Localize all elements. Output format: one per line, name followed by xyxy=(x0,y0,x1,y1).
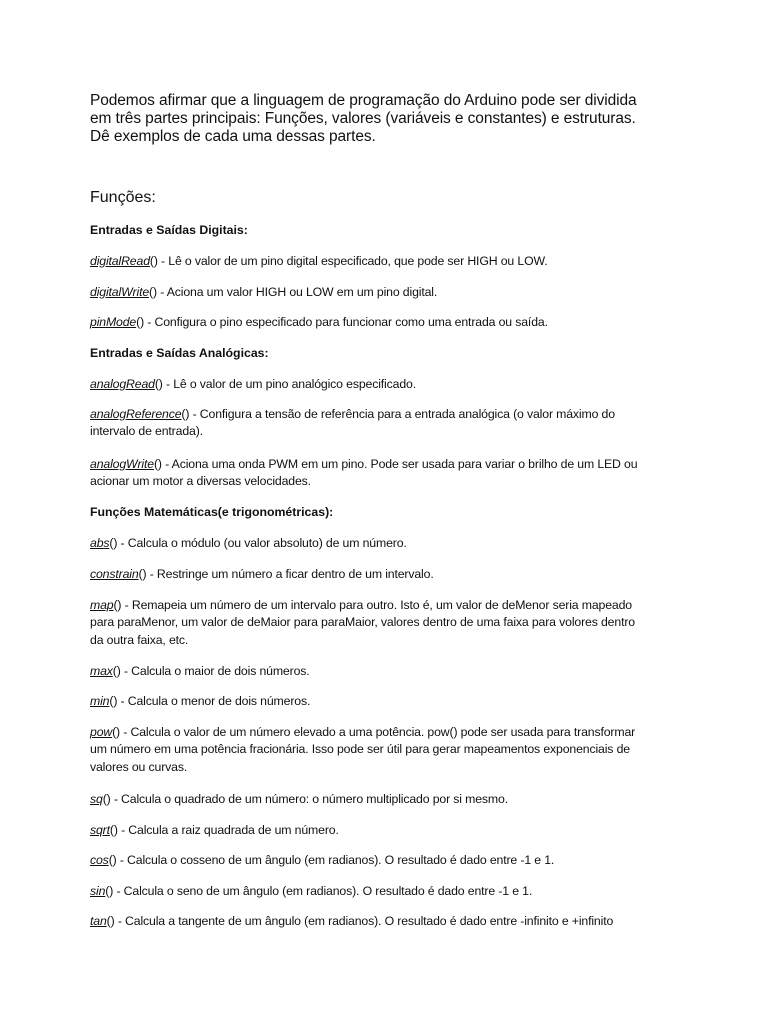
question-line: Podemos afirmar que a linguagem de programação do Arduino pode ser dividida xyxy=(90,92,637,109)
function-description: () - Aciona um valor HIGH ou LOW em um pino digital. xyxy=(149,285,438,299)
function-description: valores ou curvas. xyxy=(90,759,188,774)
function-link-abs[interactable]: abs xyxy=(90,536,110,550)
function-description: () - Calcula a tangente de um ângulo (em radianos). O resultado é dado entre -infinito e +infinito xyxy=(106,914,614,928)
function-entry-pinmode xyxy=(90,314,680,331)
function-link-sqrt[interactable]: sqrt xyxy=(90,823,110,837)
function-link-min[interactable]: min xyxy=(90,694,110,708)
function-entry-sq xyxy=(90,791,680,808)
function-entry-digitalwrite xyxy=(90,284,680,301)
function-description: acionar um motor a diversas velocidades. xyxy=(90,474,311,489)
function-link-pow[interactable]: pow xyxy=(90,725,113,739)
question-line: Dê exemplos de cada uma dessas partes. xyxy=(90,128,376,145)
function-description: () - Restringe um número a ficar dentro de um intervalo. xyxy=(138,567,434,581)
function-entry-analogread xyxy=(90,376,680,393)
function-description: () - Configura o pino especificado para funcionar como uma entrada ou saída. xyxy=(136,315,548,329)
function-link-tan[interactable]: tan xyxy=(90,914,107,928)
function-link-analogwrite[interactable]: analogWrite xyxy=(90,457,154,471)
function-entry-constrain xyxy=(90,566,680,583)
function-link-max[interactable]: max xyxy=(90,664,113,678)
function-description: da outra faixa, etc. xyxy=(90,632,189,647)
function-link-constrain[interactable]: constrain xyxy=(90,567,139,581)
function-description: () - Calcula o seno de um ângulo (em radianos). O resultado é dado entre -1 e 1. xyxy=(105,884,533,898)
function-link-analogreference[interactable]: analogReference xyxy=(90,407,182,421)
function-description: () - Calcula o valor de um número elevado a uma potência. pow() pode ser usada para transformar xyxy=(112,725,636,739)
function-link-analogread[interactable]: analogRead xyxy=(90,377,155,391)
function-entry-analogwrite xyxy=(90,456,680,491)
function-entry-min xyxy=(90,693,680,710)
function-description: () - Configura a tensão de referência para a entrada analógica (o valor máximo do xyxy=(181,407,615,421)
function-description: () - Calcula o módulo (ou valor absoluto) de um número. xyxy=(109,536,407,550)
function-description: () - Calcula o cosseno de um ângulo (em radianos). O resultado é dado entre -1 e 1. xyxy=(108,853,555,867)
function-entry-max xyxy=(90,663,680,680)
function-entry-digitalread xyxy=(90,253,680,270)
function-entry-map xyxy=(90,597,680,649)
function-description: () - Lê o valor de um pino analógico especificado. xyxy=(154,377,416,391)
function-description: () - Calcula o quadrado de um número: o número multiplicado por si mesmo. xyxy=(102,792,508,806)
function-description: () - Lê o valor de um pino digital especificado, que pode ser HIGH ou LOW. xyxy=(149,254,548,268)
function-entry-abs xyxy=(90,535,680,552)
subheading-analog-io: Entradas e Saídas Analógicas: xyxy=(90,346,269,360)
function-description: () - Calcula o maior de dois números. xyxy=(112,664,310,678)
function-description: para paraMenor, um valor de deMaior para paraMaior, valores dentro de uma faixa para volores dentro xyxy=(90,615,635,630)
function-link-sq[interactable]: sq xyxy=(90,792,103,806)
function-entry-tan xyxy=(90,913,680,930)
function-description: intervalo de entrada). xyxy=(90,424,203,439)
question-line: em três partes principais: Funções, valores (variáveis e constantes) e estruturas. xyxy=(90,110,636,127)
function-link-pinmode[interactable]: pinMode xyxy=(90,315,137,329)
function-entry-sqrt xyxy=(90,822,680,839)
function-entry-sin xyxy=(90,883,680,900)
function-link-digitalread[interactable]: digitalRead xyxy=(90,254,150,268)
function-description: () - Calcula a raiz quadrada de um número. xyxy=(109,823,339,837)
function-entry-cos xyxy=(90,852,680,869)
function-link-sin[interactable]: sin xyxy=(90,884,106,898)
function-link-cos[interactable]: cos xyxy=(90,853,109,867)
subheading-math: Funções Matemáticas(e trigonométricas): xyxy=(90,505,334,519)
function-description: () - Remapeia um número de um intervalo para outro. Isto é, um valor de deMenor seria mapeado xyxy=(113,598,632,612)
function-description: um número em uma potência fracionária. Isso pode ser útil para gerar mapeamentos exponenciais de xyxy=(90,742,630,757)
function-link-map[interactable]: map xyxy=(90,598,114,612)
question-paragraph xyxy=(90,92,690,146)
function-description: () - Calcula o menor de dois números. xyxy=(109,694,311,708)
section-title-funcoes: Funções: xyxy=(90,189,156,206)
function-entry-analogreference xyxy=(90,406,680,441)
function-description: () - Aciona uma onda PWM em um pino. Pode ser usada para variar o brilho de um LED ou xyxy=(153,457,638,471)
function-entry-pow xyxy=(90,724,680,776)
function-link-digitalwrite[interactable]: digitalWrite xyxy=(90,285,150,299)
subheading-digital-io: Entradas e Saídas Digitais: xyxy=(90,223,248,237)
